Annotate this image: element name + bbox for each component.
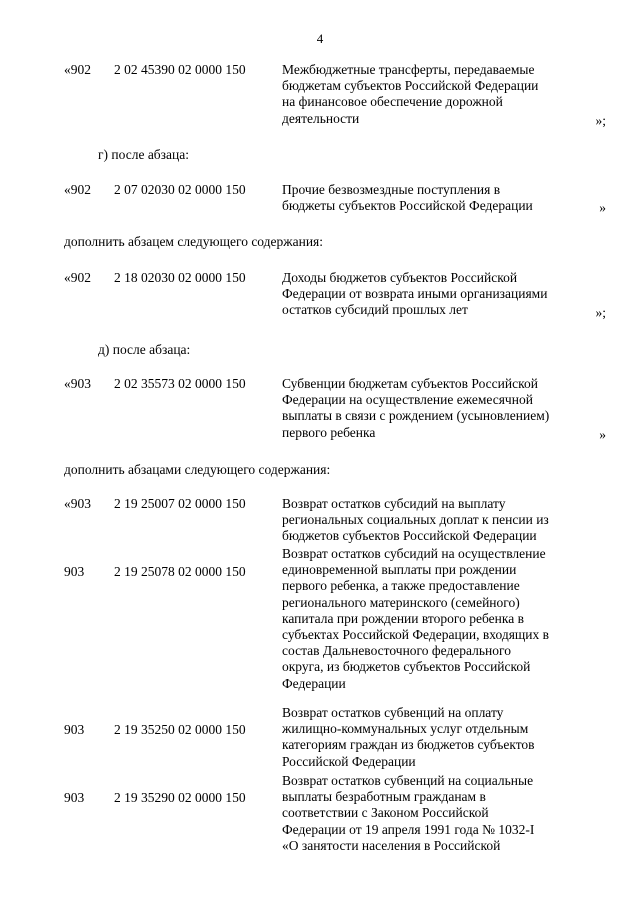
budget-classification-code: 2 19 35250 02 0000 150: [114, 722, 246, 737]
instruction-paragraph: дополнить абзацем следующего содержания:: [64, 234, 324, 249]
revenue-name-line: единовременной выплаты при рождении: [282, 562, 517, 578]
closing-quote: »;: [595, 113, 606, 128]
budget-classification-code: 2 19 25007 02 0000 150: [114, 496, 246, 511]
admin-code: «903: [64, 496, 91, 511]
revenue-name: [282, 773, 582, 854]
revenue-name-line: субъектах Российской Федерации, входящих в: [282, 627, 550, 643]
closing-quote: »;: [595, 305, 606, 320]
admin-code: 903: [64, 564, 85, 579]
instruction-paragraph: д) после абзаца:: [98, 342, 191, 357]
closing-quote: »: [599, 200, 606, 215]
revenue-name-line: Доходы бюджетов субъектов Российской: [282, 270, 518, 285]
revenue-name-line: деятельности: [282, 110, 360, 126]
revenue-name-line: бюджетов субъектов Российской Федерации: [282, 528, 537, 544]
revenue-name-line: Российской Федерации: [282, 753, 416, 769]
page-number: 4: [316, 31, 324, 46]
budget-classification-code: 2 02 35573 02 0000 150: [114, 376, 246, 391]
revenue-name-line: округа, из бюджетов субъектов Российской: [282, 659, 531, 675]
admin-code: 903: [64, 790, 85, 805]
revenue-name-line: соответствии с Законом Российской: [282, 805, 489, 821]
revenue-name-line: остатков субсидий прошлых лет: [282, 302, 468, 318]
budget-classification-code: 2 07 02030 02 0000 150: [114, 182, 246, 197]
revenue-name: [282, 496, 582, 545]
revenue-name-line: выплаты безработным гражданам в: [282, 789, 486, 805]
revenue-name-line: регионального материнского (семейного): [282, 594, 520, 610]
admin-code: 903: [64, 722, 85, 737]
budget-classification-code: 2 02 45390 02 0000 150: [114, 62, 246, 77]
revenue-name-line: региональных социальных доплат к пенсии из: [282, 512, 549, 528]
revenue-name-line: капитала при рождении второго ребенка в: [282, 610, 524, 626]
revenue-name: [282, 270, 582, 319]
admin-code: «902: [64, 62, 91, 77]
revenue-name-line: Возврат остатков субсидий на выплату: [282, 496, 506, 511]
revenue-name-line: на финансовое обеспечение дорожной: [282, 94, 503, 110]
revenue-name-line: Возврат остатков субсидий на осуществление: [282, 546, 546, 561]
revenue-name: [282, 705, 582, 770]
instruction-paragraph: г) после абзаца:: [98, 147, 189, 162]
revenue-name-line: жилищно-коммунальных услуг отдельным: [282, 721, 529, 737]
revenue-name-line: Субвенции бюджетам субъектов Российской: [282, 376, 538, 391]
revenue-name-line: Межбюджетные трансферты, передаваемые: [282, 62, 535, 77]
revenue-name-line: Федерации от возврата иными организациями: [282, 286, 548, 302]
revenue-name-line: Федерации на осуществление ежемесячной: [282, 392, 533, 408]
revenue-name-line: бюджеты субъектов Российской Федерации: [282, 198, 533, 214]
budget-classification-code: 2 19 35290 02 0000 150: [114, 790, 246, 805]
budget-classification-code: 2 18 02030 02 0000 150: [114, 270, 246, 285]
admin-code: «902: [64, 270, 91, 285]
revenue-name-line: Федерации: [282, 675, 346, 691]
revenue-name-line: Прочие безвозмездные поступления в: [282, 182, 501, 197]
budget-classification-code: 2 19 25078 02 0000 150: [114, 564, 246, 579]
revenue-name-line: состав Дальневосточного федерального: [282, 643, 511, 659]
revenue-name-line: первого ребенка: [282, 424, 376, 440]
revenue-name-line: бюджетам субъектов Российской Федерации: [282, 78, 539, 94]
admin-code: «903: [64, 376, 91, 391]
instruction-paragraph: дополнить абзацами следующего содержания:: [64, 462, 331, 477]
revenue-name: [282, 62, 582, 127]
revenue-name: [282, 182, 582, 214]
revenue-name-line: категориям граждан из бюджетов субъектов: [282, 737, 535, 753]
revenue-name-line: первого ребенка, а также предоставление: [282, 578, 520, 594]
revenue-name-line: выплаты в связи с рождением (усыновлением): [282, 408, 550, 424]
revenue-name-line: «О занятости населения в Российской: [282, 837, 501, 853]
closing-quote: »: [599, 427, 606, 442]
revenue-name: [282, 546, 582, 692]
admin-code: «902: [64, 182, 91, 197]
revenue-name-line: Возврат остатков субвенций на оплату: [282, 705, 504, 720]
revenue-name-line: Возврат остатков субвенций на социальные: [282, 773, 534, 788]
revenue-name-line: Федерации от 19 апреля 1991 года № 1032-I: [282, 821, 535, 837]
revenue-name: [282, 376, 582, 441]
